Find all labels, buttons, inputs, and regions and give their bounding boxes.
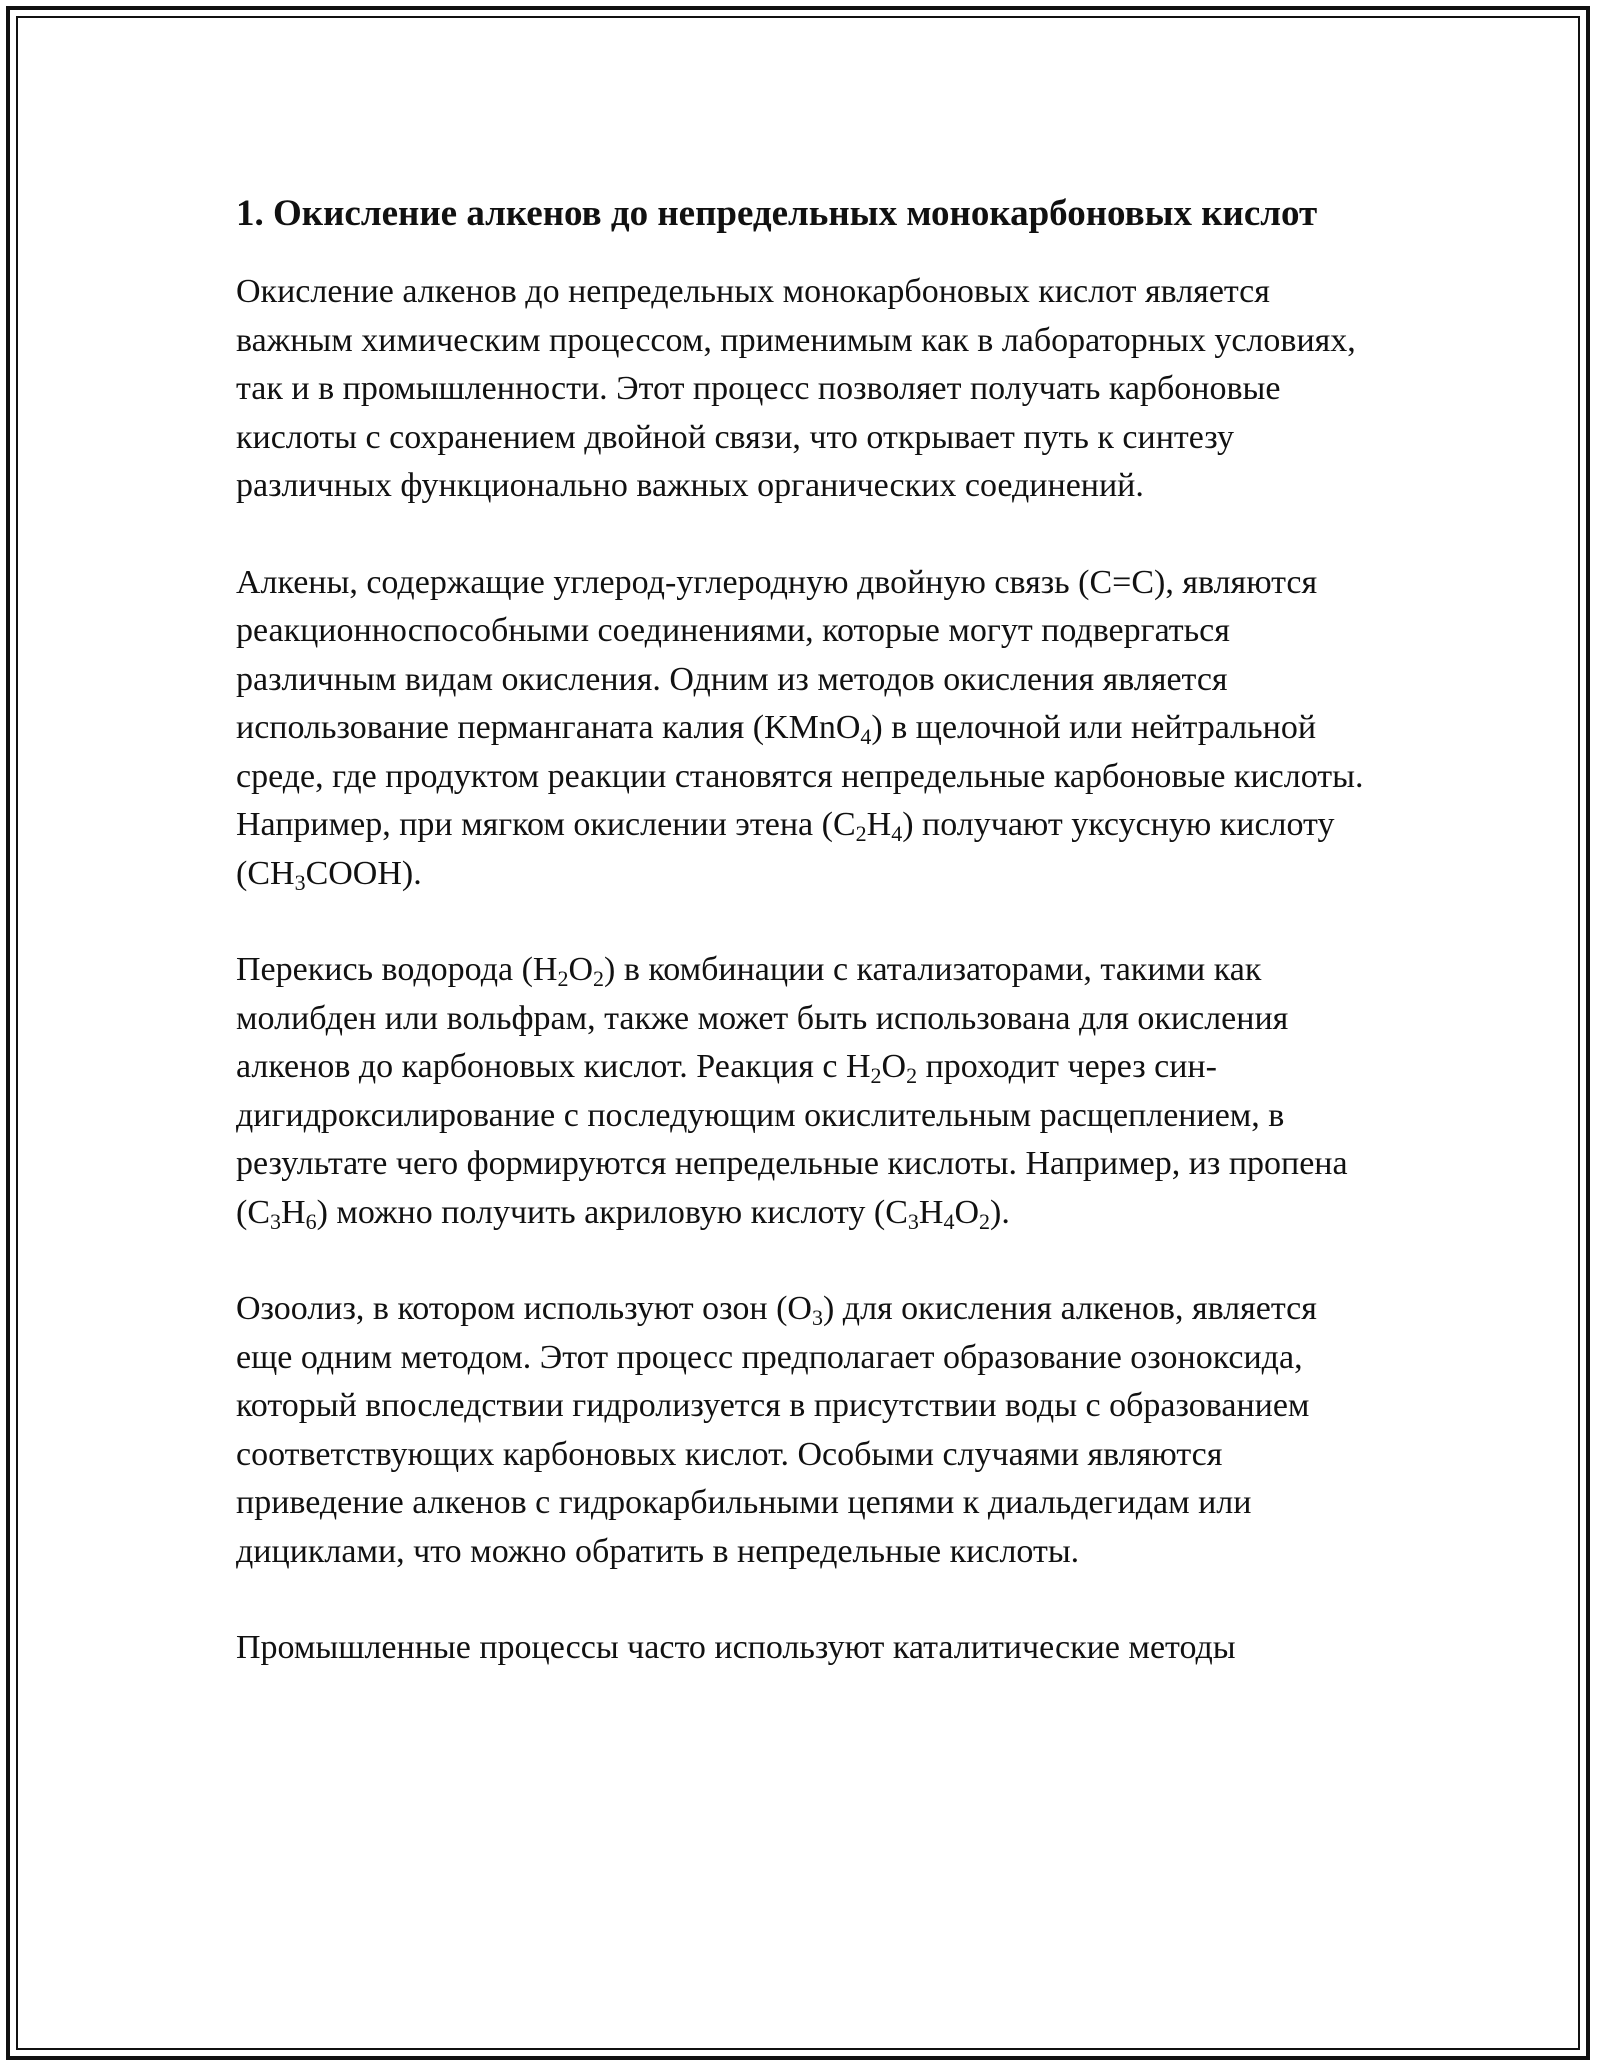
paragraph-2: Алкены, содержащие углерод-углеродную двойную связь (C=C), являются реакционноспособными соединениями, которые могут подвергаться различным видам окисления. Одним из методов окисления является использование перманганата калия (KMnO$_4$) в щелочной или нейтральной среде, где продуктом реакции становятся непредельные карбоновые кислоты. Например, при мягком окислении этена $(C_2H_4)$ получают уксусную кислоту $(CH_3COOH)$. xyxy=(236,563,1364,895)
paragraph-4: Озоолиз, в котором используют озон $(O_3)$ для окисления алкенов, является еще одним методом. Этот процесс предполагает образование озоноксида, который впоследствии гидролизуется в присутствии воды с образованием соответствующих карбоновых кислот. Особыми случаями являются приведение алкенов с гидрокарбильными цепями к диальдегидам или дициклами, что можно обратить в непредельные кислоты. xyxy=(236,1290,1317,1570)
document-body xyxy=(236,186,1366,1721)
paragraph-3: Перекись водорода $(H_2O_2)$ в комбинации с катализаторами, такими как молибден или вольфрам, также может быть использована для окисления алкенов до карбоновых кислот. Реакция с $H_2O_2$ проходит через син-дигидроксилирование с последующим окислительным расщеплением, в результате чего формируются непредельные кислоты. Например, из пропена $(C_3H_6)$ можно получить акриловую кислоту $(C_3H_4O_2)$. xyxy=(236,951,1348,1234)
paragraph-1: Окисление алкенов до непредельных монокарбоновых кислот является важным химическим процессом, применимым как в лабораторных условиях, так и в промышленности. Этот процесс позволяет получать карбоновые кислоты с сохранением двойной связи, что открывает путь к синтезу различных функционально важных органических соединений. xyxy=(236,273,1356,504)
section-heading: 1. Окисление алкенов до непредельных монокарбоновых кислот xyxy=(236,193,1318,234)
paragraph-5: Промышленные процессы часто используют каталитические методы xyxy=(236,1629,1236,1666)
